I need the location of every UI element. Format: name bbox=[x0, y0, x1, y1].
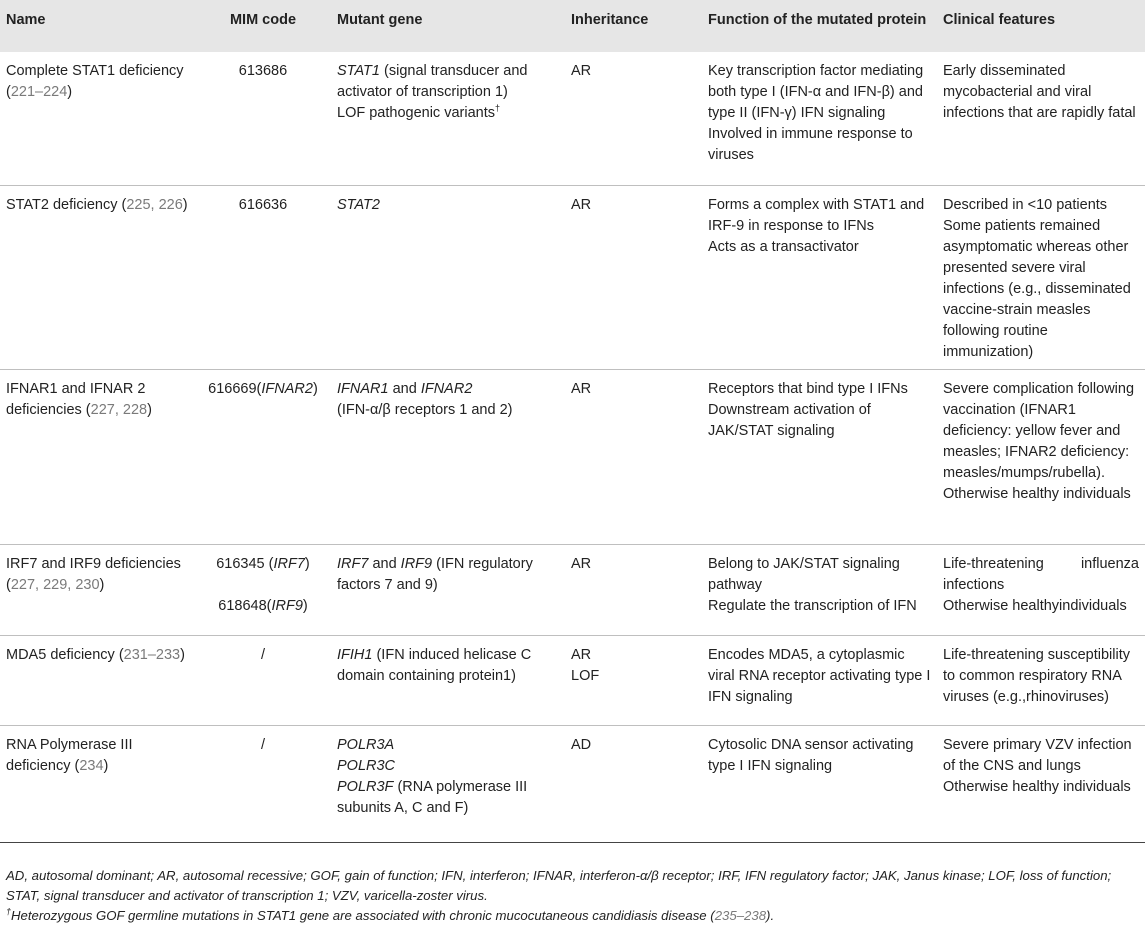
reference-link[interactable]: 221–224 bbox=[10, 84, 68, 100]
header-function: Function of the mutated protein bbox=[702, 0, 937, 52]
clinical-cell: Severe complication following vaccination (IFNAR1 deficiency: yellow fever and measles; IFNAR2 deficiency: measles/mumps/rubella). Otherwise healthy individuals bbox=[937, 369, 1145, 544]
table-row bbox=[0, 369, 1145, 544]
abbreviations-note: AD, autosomal dominant; AR, autosomal recessive; GOF, gain of function; IFN, interferon; IFNAR, interferon-α/β receptor; IRF, IFN regulatory factor; JAK, Janus kinase; LOF, loss of function; STAT, signal transducer and activator of transcription 1; VZV, varicella-zoster virus. bbox=[6, 868, 1112, 903]
table-row bbox=[0, 544, 1145, 635]
function-cell: Encodes MDA5, a cytoplasmic viral RNA receptor activating type I IFN signaling bbox=[702, 635, 937, 725]
header-clinical-features: Clinical features bbox=[937, 0, 1145, 52]
reference-link[interactable]: 234 bbox=[79, 757, 104, 774]
header-name: Name bbox=[0, 0, 195, 52]
function-cell: Forms a complex with STAT1 and IRF-9 in response to IFNs Acts as a transactivator bbox=[702, 185, 937, 369]
mim-cell: / bbox=[195, 725, 331, 842]
name-cell: Complete STAT1 deficiency (221–224) bbox=[0, 52, 195, 185]
dagger-mark: † bbox=[494, 103, 500, 114]
header-mutant-gene: Mutant gene bbox=[331, 0, 565, 52]
reference-link[interactable]: 231–233 bbox=[123, 646, 181, 663]
reference-link[interactable]: 227, 229, 230 bbox=[10, 576, 100, 593]
mim-cell: 613686 bbox=[195, 52, 331, 185]
clinical-cell: Described in <10 patients Some patients remained asymptomatic whereas other presented severe viral infections (e.g., disseminated vaccine-strain measles following routine immunization) bbox=[937, 185, 1145, 369]
inheritance-cell: AR bbox=[565, 369, 702, 544]
table-row bbox=[0, 725, 1145, 842]
clinical-cell: Early disseminated mycobacterial and viral infections that are rapidly fatal bbox=[937, 52, 1145, 185]
header-mim-code: MIM code bbox=[195, 0, 331, 52]
mim-cell: / bbox=[195, 635, 331, 725]
inheritance-cell: AD bbox=[565, 725, 702, 842]
name-cell: IRF7 and IRF9 deficiencies (227, 229, 230) bbox=[0, 544, 195, 635]
name-cell: STAT2 deficiency (225, 226) bbox=[0, 185, 195, 369]
header-inheritance: Inheritance bbox=[565, 0, 702, 52]
inheritance-cell: AR bbox=[565, 544, 702, 635]
table-row bbox=[0, 635, 1145, 725]
clinical-cell: Severe primary VZV infection of the CNS and lungs Otherwise healthy individuals bbox=[937, 725, 1145, 842]
table-row bbox=[0, 185, 1145, 369]
name-cell: RNA Polymerase III deficiency (234) bbox=[0, 725, 195, 842]
name-cell: MDA5 deficiency (231–233) bbox=[0, 635, 195, 725]
function-cell: Cytosolic DNA sensor activating type I IFN signaling bbox=[702, 725, 937, 842]
gene-cell: IFNAR1 and IFNAR2 (IFN-α/β receptors 1 and 2) bbox=[331, 369, 565, 544]
mim-cell: 616345 (IRF7) 618648(IRF9) bbox=[195, 544, 331, 635]
mim-cell: 616636 bbox=[195, 185, 331, 369]
function-cell: Belong to JAK/STAT signaling pathway Regulate the transcription of IFN bbox=[702, 544, 937, 635]
name-cell: IFNAR1 and IFNAR 2 deficiencies (227, 228) bbox=[0, 369, 195, 544]
clinical-cell: Life-threatening susceptibility to common respiratory RNA viruses (e.g.,rhinoviruses) bbox=[937, 635, 1145, 725]
reference-link[interactable]: 227, 228 bbox=[90, 401, 148, 418]
header-row bbox=[0, 0, 1145, 52]
reference-link[interactable]: 235–238 bbox=[714, 908, 767, 923]
function-cell: Receptors that bind type I IFNs Downstream activation of JAK/STAT signaling bbox=[702, 369, 937, 544]
inheritance-cell: AR LOF bbox=[565, 635, 702, 725]
inheritance-cell: AR bbox=[565, 52, 702, 185]
reference-link[interactable]: 225, 226 bbox=[126, 196, 183, 213]
gene-cell: IRF7 and IRF9 (IFN regulatory factors 7 and 9) bbox=[331, 544, 565, 635]
gene-cell: STAT2 bbox=[331, 185, 565, 369]
clinical-cell: Life-threatening influenza infections Otherwise healthyindividuals bbox=[937, 544, 1145, 635]
inheritance-cell: AR bbox=[565, 185, 702, 369]
table-footnotes bbox=[6, 866, 1139, 926]
gene-cell: IFIH1 (IFN induced helicase C domain containing protein1) bbox=[331, 635, 565, 725]
table-row bbox=[0, 52, 1145, 185]
gene-cell: STAT1 (signal transducer and activator of transcription 1) LOF pathogenic variants† bbox=[331, 52, 565, 185]
function-cell: Key transcription factor mediating both type I (IFN-α and IFN-β) and type II (IFN-γ) IFN signaling Involved in immune response to viruses bbox=[702, 52, 937, 185]
gene-cell: POLR3A POLR3C POLR3F (RNA polymerase III subunits A, C and F) bbox=[331, 725, 565, 842]
mim-cell: 616669(IFNAR2) bbox=[195, 369, 331, 544]
dagger-note: †Heterozygous GOF germline mutations in STAT1 gene are associated with chronic mucocutaneous candidiasis disease (235–238). bbox=[6, 906, 775, 923]
